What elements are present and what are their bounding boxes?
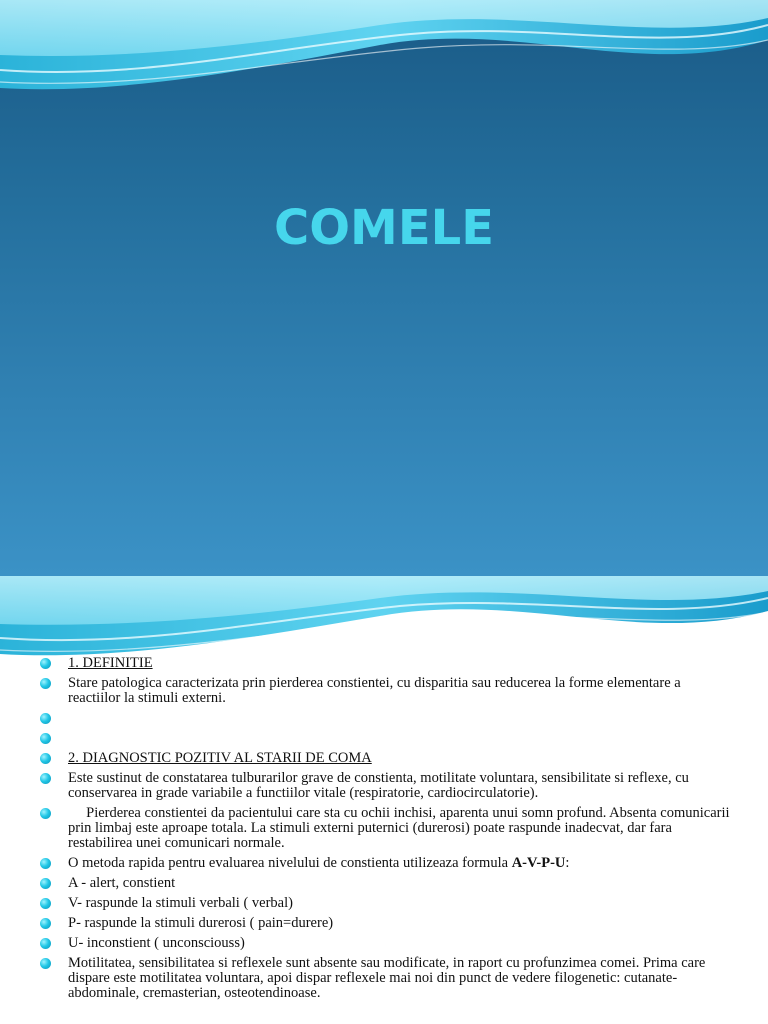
list-item-text-suffix: : (565, 855, 570, 871)
list-item (40, 711, 730, 726)
section-heading: 1. DEFINITIE (68, 655, 153, 671)
bullet-icon (40, 713, 51, 724)
bullet-icon (40, 773, 51, 784)
list-item (40, 856, 730, 871)
list-item-text: O metoda rapida pentru evaluarea nivelului de constienta utilizeaza formula (68, 855, 512, 871)
list-item-text: P- raspunde la stimuli durerosi ( pain=durere) (68, 915, 334, 931)
bullet-list (40, 655, 734, 1006)
bullet-icon (40, 898, 51, 909)
list-item (40, 656, 730, 671)
bullet-icon (40, 958, 51, 969)
bullet-icon (40, 678, 51, 689)
bullet-icon (40, 878, 51, 889)
list-item-text: A - alert, constient (68, 875, 176, 891)
list-item (40, 896, 730, 911)
list-item-text: V- raspunde la stimuli verbali ( verbal) (68, 895, 293, 911)
content-slide (0, 576, 768, 1024)
list-item-text: Este sustinut de constatarea tulburarilor grave de constienta, motilitate voluntara, sensibilitate si reflexe, cu conservarea in grade variabile a functiilor vitale (respiratorie, cardiocirculatorie). (68, 770, 689, 801)
bullet-icon (40, 733, 51, 744)
list-item (40, 731, 730, 746)
list-item-text: Motilitatea, sensibilitatea si reflexele sunt absente sau modificate, in raport cu profunzimea comei. Prima care dispare este motilitatea voluntara, apoi dispar reflexele mai noi din punct de vedere filogenetic: cutanate-abdominale, cremasterian, osteotendinoase. (68, 955, 706, 1001)
list-item (40, 676, 730, 706)
bullet-icon (40, 808, 51, 819)
bullet-icon (40, 858, 51, 869)
formula-text: A-V-P-U (511, 855, 566, 871)
list-item (40, 956, 730, 1001)
list-item (40, 876, 730, 891)
bullet-icon (40, 753, 51, 764)
slide-title: COMELE (274, 200, 494, 256)
bullet-icon (40, 918, 51, 929)
section-heading: 2. DIAGNOSTIC POZITIV AL STARII DE COMA (68, 750, 372, 766)
list-item-text: Stare patologica caracterizata prin pierderea constientei, cu disparitia sau reducerea la forme elementare a reactiilor la stimuli externi. (68, 675, 681, 706)
list-item (40, 936, 730, 951)
list-item (40, 916, 730, 931)
list-item (40, 751, 730, 766)
bullet-icon (40, 658, 51, 669)
bullet-icon (40, 938, 51, 949)
list-item (40, 771, 730, 801)
list-item-text: U- inconstient ( unconsciouss) (68, 935, 245, 951)
decorative-wave-header (0, 0, 768, 120)
list-item-text: Pierderea constientei da pacientului care sta cu ochii inchisi, aparenta unui somn profund. Absenta comunicarii prin limbaj este aproape totala. La stimuli externi puternici (durerosi) poate raspunde inadecvat, dar fara restabilirea unei comunicari normale. (68, 805, 734, 851)
list-item (40, 805, 734, 851)
